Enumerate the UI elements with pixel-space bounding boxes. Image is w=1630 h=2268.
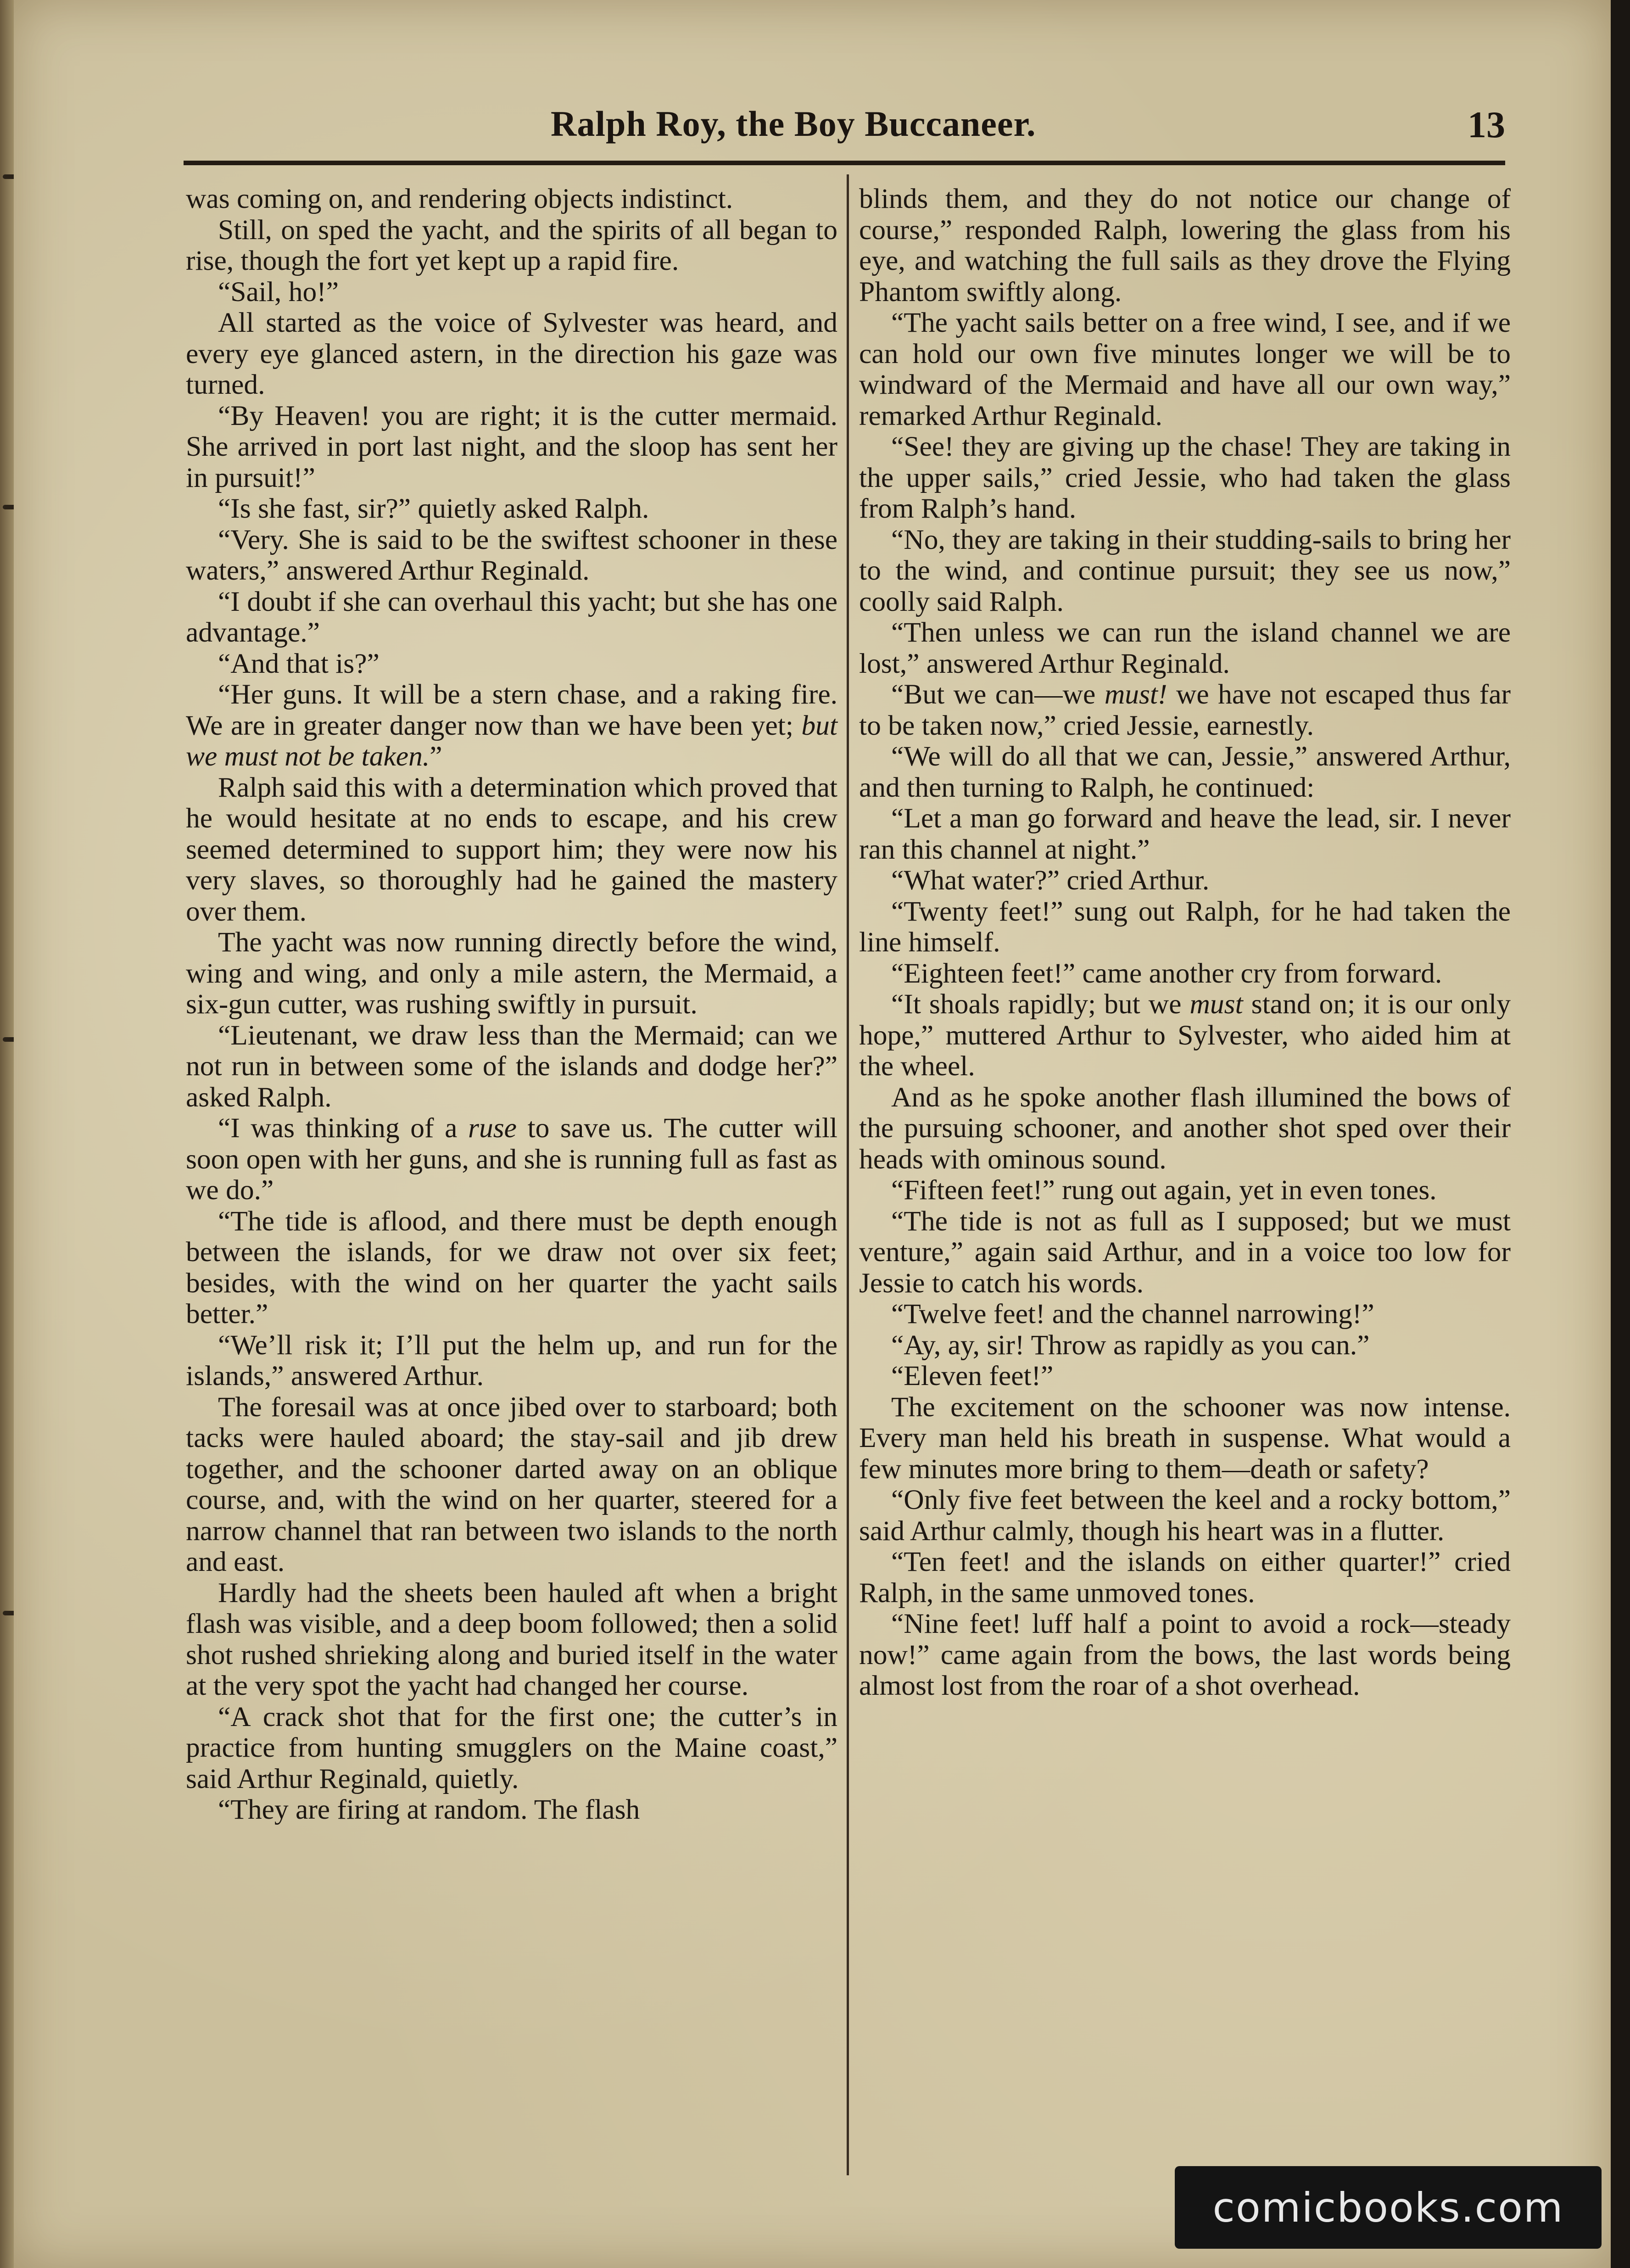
paragraph: “But we can—we must! we have not escaped thus far to be taken now,” cried Jessie, earnestly.	[859, 679, 1511, 741]
paragraph: “The yacht sails better on a free wind, I see, and if we can hold our own five minutes longer we will be to windward of the Mermaid and have all our own way,” remarked Arthur Reginald.	[859, 307, 1511, 431]
paragraph: “Eighteen feet!” came another cry from forward.	[891, 957, 1442, 989]
paragraph: “Lieutenant, we draw less than the Mermaid; can we not run in between some of the islands and dodge her?” asked Ralph.	[186, 1019, 837, 1113]
paragraph: “Is she fast, sir?” quietly asked Ralph.	[218, 493, 649, 524]
paragraph: “Let a man go forward and heave the lead, sir. I never ran this channel at night.”	[859, 803, 1511, 865]
paragraph: “Then unless we can run the island channel we are lost,” answered Arthur Reginald.	[859, 617, 1511, 679]
paragraph: “The tide is not as full as I supposed; but we must venture,” again said Arthur, and in a voice too low for Jessie to catch his words.	[859, 1205, 1511, 1299]
paragraph: “Very. She is said to be the swiftest schooner in these waters,” answered Arthur Reginald.	[186, 524, 837, 586]
paragraph: “I doubt if she can overhaul this yacht; but she has one advantage.”	[186, 586, 837, 648]
paragraph: “Sail, ho!”	[218, 276, 339, 307]
paragraph: The foresail was at once jibed over to starboard; both tacks were hauled aboard; the stay-sail and jib drew together, and the schooner darted away on an oblique course, and, with the wind on her quarter, steered for a narrow channel that ran between two islands to the north and east.	[186, 1391, 837, 1577]
paragraph: “What water?” cried Arthur.	[891, 865, 1210, 896]
paragraph: Still, on sped the yacht, and the spirits of all began to rise, though the fort yet kept up a rapid fire.	[186, 214, 837, 276]
paragraph: “Her guns. It will be a stern chase, and a raking fire. We are in greater danger now than we have been yet; but we must not be taken.”	[186, 679, 837, 772]
running-title: Ralph Roy, the Boy Buccaneer.	[551, 104, 1036, 144]
paragraph: Ralph said this with a determination which proved that he would hesitate at no ends to escape, and his crew seemed determined to support him; they were now his very slaves, so thoroughly had he gained the mastery over them.	[186, 771, 837, 927]
paragraph: Hardly had the sheets been hauled aft when a bright flash was visible, and a deep boom followed; then a solid shot rushed shrieking along and buried itself in the water at the very spot the yacht had changed her course.	[186, 1577, 837, 1701]
paragraph: “It shoals rapidly; but we must stand on; it is our only hope,” muttered Arthur to Sylvester, who aided him at the wheel.	[859, 989, 1511, 1082]
paragraph: “Eleven feet!”	[891, 1360, 1054, 1391]
paragraph: “Ten feet! and the islands on either quarter!” cried Ralph, in the same unmoved tones.	[859, 1546, 1511, 1609]
paragraph: And as he spoke another flash illumined the bows of the pursuing schooner, and another shot sped over their heads with ominous sound.	[859, 1081, 1511, 1175]
paragraph: blinds them, and they do not notice our change of course,” responded Ralph, lowering the glass from his eye, and watching the full sails as they drove the Flying Phantom swiftly along.	[859, 183, 1511, 307]
paragraph: “See! they are giving up the chase! They are taking in the upper sails,” cried Jessie, who had taken the glass from Ralph’s hand.	[859, 431, 1511, 524]
paragraph: The excitement on the schooner was now intense. Every man held his breath in suspense. What would a few minutes more bring to them—death or safety?	[859, 1391, 1511, 1485]
paragraph: “The tide is aflood, and there must be depth enough between the islands, for we draw not over six feet; besides, with the wind on her quarter the yacht sails better.”	[186, 1205, 837, 1330]
paragraph: “A crack shot that for the first one; the cutter’s in practice from hunting smugglers on the Maine coast,” said Arthur Reginald, quietly.	[186, 1701, 837, 1794]
paragraph: “And that is?”	[218, 648, 380, 679]
right-text-column	[859, 184, 1511, 1702]
watermark-logo: comicbooks.com	[1175, 2166, 1602, 2249]
paragraph: All started as the voice of Sylvester was heard, and every eye glanced astern, in the direction his gaze was turned.	[186, 307, 837, 400]
paragraph: “Ay, ay, sir! Throw as rapidly as you can.”	[891, 1329, 1370, 1361]
paragraph: “By Heaven! you are right; it is the cutter mermaid. She arrived in port last night, and the sloop has sent her in pursuit!”	[186, 400, 837, 493]
paragraph: “We will do all that we can, Jessie,” answered Arthur, and then turning to Ralph, he continued:	[859, 741, 1511, 803]
paragraph: “Twelve feet! and the channel narrowing!”	[891, 1298, 1374, 1330]
header-rule	[184, 161, 1505, 165]
paragraph: “Nine feet! luff half a point to avoid a rock—steady now!” came again from the bows, the last words being almost lost from the roar of a shot overhead.	[859, 1608, 1511, 1701]
paragraph: “I was thinking of a ruse to save us. The cutter will soon open with her guns, and she is running full as fast as we do.”	[186, 1112, 838, 1206]
paragraph: The yacht was now running directly before the wind, wing and wing, and only a mile astern, the Mermaid, a six-gun cutter, was rushing swiftly in pursuit.	[186, 927, 837, 1020]
column-divider	[847, 174, 849, 2175]
running-header	[174, 103, 1505, 168]
paragraph: “No, they are taking in their studding-sails to bring her to the wind, and continue pursuit; they see us now,” coolly said Ralph.	[859, 524, 1511, 617]
paragraph: “Only five feet between the keel and a rocky bottom,” said Arthur calmly, though his heart was in a flutter.	[859, 1484, 1511, 1547]
paragraph: “Twenty feet!” sung out Ralph, for he had taken the line himself.	[859, 895, 1511, 958]
left-text-column	[186, 184, 837, 1826]
paragraph: “We’ll risk it; I’ll put the helm up, and run for the islands,” answered Arthur.	[186, 1329, 837, 1391]
paragraph: “Fifteen feet!” rung out again, yet in even tones.	[891, 1174, 1437, 1206]
paragraph: was coming on, and rendering objects indistinct.	[186, 183, 733, 214]
page-number: 13	[1468, 104, 1505, 145]
paragraph: “They are firing at random. The flash	[218, 1794, 640, 1825]
